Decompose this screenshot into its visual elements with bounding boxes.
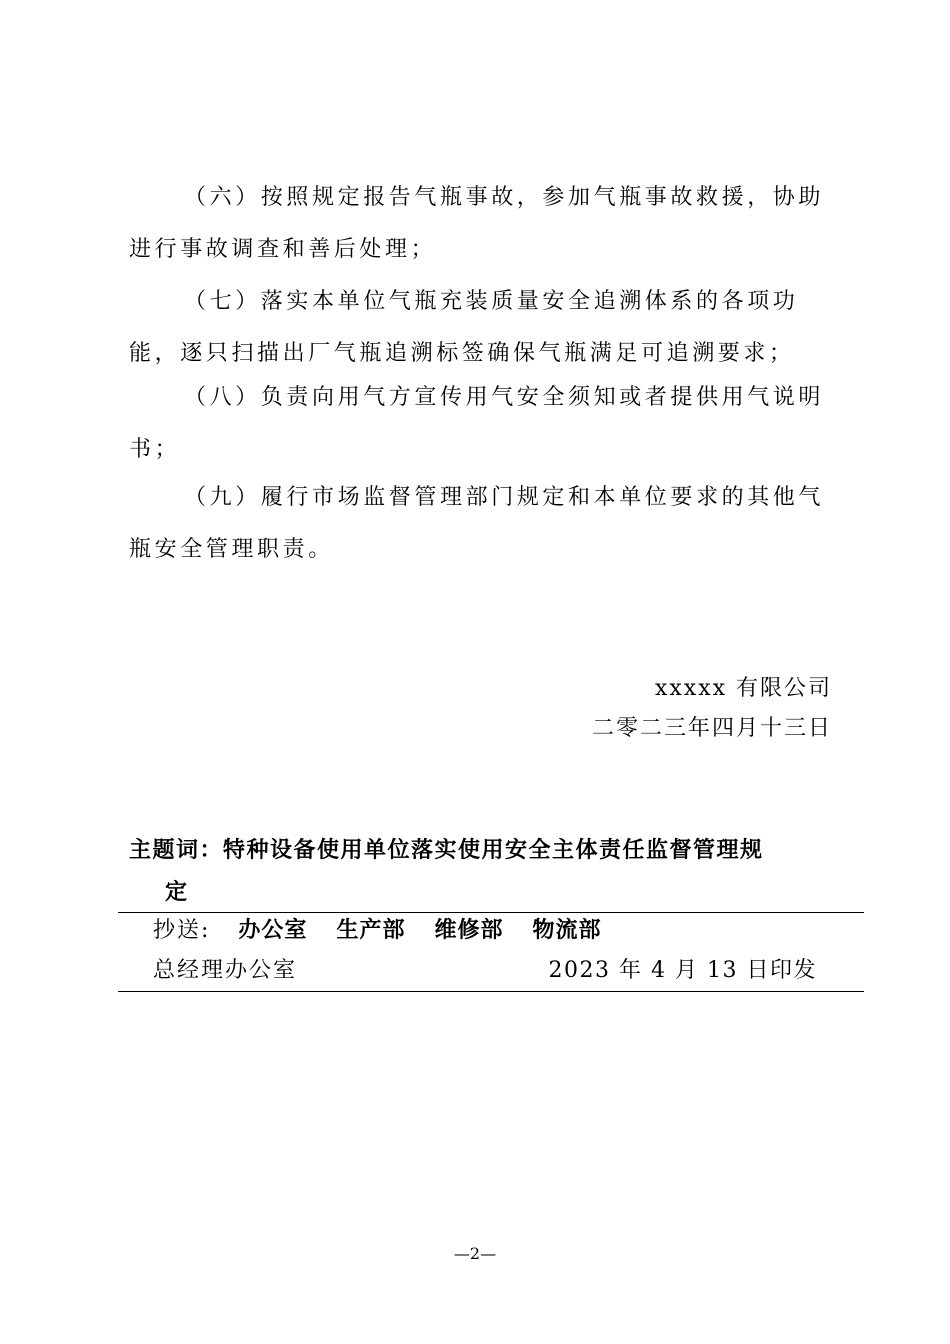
subject-line-1: 主题词：特种设备使用单位落实使用安全主体责任监督管理规: [129, 838, 764, 863]
paragraph-seven: （七）落实本单位气瓶充装质量安全追溯体系的各项功能，逐只扫描出厂气瓶追溯标签确保气瓶满足可追溯要求；: [129, 289, 799, 366]
bottom-divider: [118, 991, 864, 992]
subject-keywords: [129, 830, 839, 914]
cc-label: 抄送:: [153, 918, 211, 943]
cc-item-maintenance: 维修部: [434, 918, 504, 943]
signature-date: 二零二三年四月十三日: [591, 716, 832, 741]
cc-item-logistics: 物流部: [532, 918, 602, 943]
issue-date: 2023 年 4 月 13 日印发: [548, 958, 817, 983]
signature-company: xxxxx 有限公司: [654, 676, 832, 701]
page-number: —2—: [453, 1244, 497, 1263]
cc-item-production: 生产部: [336, 918, 406, 943]
subject-line-2: 定: [165, 880, 189, 905]
paragraph-six: （六）按照规定报告气瓶事故，参加气瓶事故救援，协助进行事故调查和善后处理；: [129, 185, 825, 262]
paragraph-eight: （八）负责向用气方宣传用气安全须知或者提供用气说明书；: [129, 385, 825, 462]
cc-item-office: 办公室: [238, 918, 308, 943]
issuer: 总经理办公室: [153, 958, 298, 983]
paragraph-nine: （九）履行市场监督管理部门规定和本单位要求的其他气瓶安全管理职责。: [129, 485, 825, 562]
cc-row: [153, 913, 623, 949]
